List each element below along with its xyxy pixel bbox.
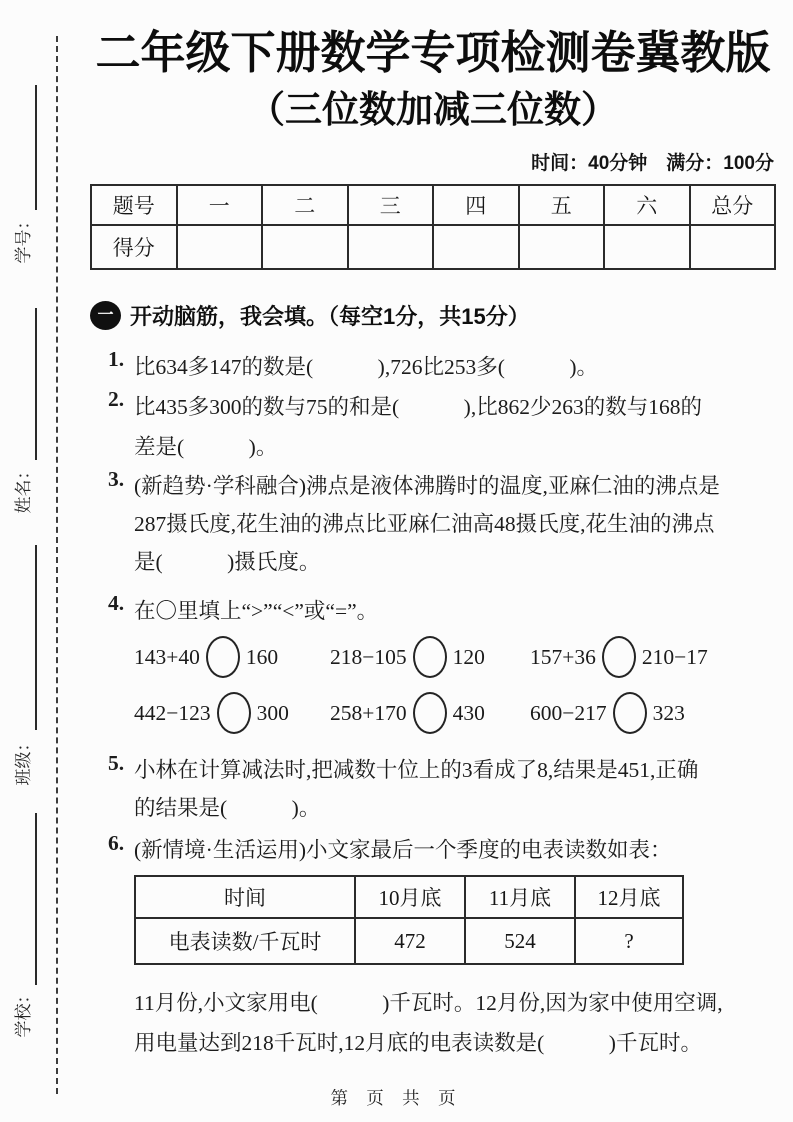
name-blank-line [35,308,37,460]
meter-header-cell: 12月底 [575,876,683,918]
question-3-text: (新趋势·学科融合)沸点是液体沸腾时的温度,亚麻仁油的沸点是 [134,474,720,498]
main-content [90,0,776,1063]
comparison-item [330,692,530,738]
score-header-cell: 总分 [690,185,776,225]
class-blank-line [35,545,37,730]
comparison-right-expression: 300 [256,700,289,725]
question-6 [90,831,776,869]
score-empty-cell [348,225,434,269]
question-1-number: 1. [108,347,125,371]
page-subtitle: （三位数加减三位数） [248,89,618,130]
question-4 [90,591,776,631]
student-id-label: 学号： [14,212,33,264]
score-header-cell: 四 [433,185,519,225]
meter-header-cell: 11月底 [465,876,575,918]
section-1-number-badge: 一 [90,301,121,330]
score-row-label: 得分 [91,225,177,269]
comparison-row-2 [90,687,776,743]
time-score-info: 时间：40分钟 满分：100分 [531,153,774,174]
comparison-answer-circle [602,636,636,678]
meter-data-cell: ? [575,918,683,964]
comparison-right-expression: 430 [452,700,485,725]
comparison-left-expression: 442−123 [134,700,211,725]
question-3-number: 3. [108,467,125,491]
name-label: 姓名： [14,462,33,514]
student-id-blank-line [35,85,37,210]
score-empty-cell [604,225,690,269]
meter-data-cell: 472 [355,918,465,964]
comparison-answer-circle [613,692,647,734]
score-header-cell: 题号 [91,185,177,225]
comparison-right-expression: 120 [452,644,485,669]
meter-reading-table [134,875,684,965]
question-6-text: 用电量达到218千瓦时,12月底的电表读数是( )千瓦时。 [134,1031,702,1055]
question-6-text: 11月份,小文家用电( )千瓦时。12月份,因为家中使用空调, [134,991,723,1015]
question-3-text: 是( )摄氏度。 [134,550,321,574]
question-6-number: 6. [108,831,125,855]
score-table-value-row [91,225,775,269]
score-header-cell: 二 [262,185,348,225]
comparison-left-expression: 258+170 [330,700,407,725]
meter-table-header-row [135,876,683,918]
question-5 [90,751,776,827]
question-2 [90,387,776,467]
score-header-cell: 一 [177,185,263,225]
meter-header-cell: 10月底 [355,876,465,918]
comparison-right-expression: 160 [245,644,279,669]
question-3 [90,467,776,581]
question-2-number: 2. [108,387,125,411]
score-empty-cell [433,225,519,269]
school-label: 学校： [14,986,33,1038]
score-empty-cell [262,225,348,269]
seal-dashed-line [56,36,58,1094]
score-header-cell: 三 [348,185,434,225]
question-6-text: (新情境·生活运用)小文家最后一个季度的电表读数如表： [134,838,672,862]
comparison-item [134,692,330,738]
question-2-text: 比435多300的数与75的和是( ),比862少263的数与168的 [134,395,702,419]
comparison-item [330,636,530,682]
meter-table-data-row [135,918,683,964]
comparison-answer-circle [206,636,240,678]
class-label: 班级： [14,734,33,786]
comparison-right-expression: 210−17 [641,644,708,669]
meter-data-cell: 524 [465,918,575,964]
section-1-header [90,300,776,331]
question-1 [90,347,776,387]
comparison-answer-circle [217,692,251,734]
question-1-text: 比634多147的数是( ),726比253多( )。 [134,355,599,379]
school-blank-line [35,813,37,985]
score-header-cell: 六 [604,185,690,225]
comparison-item [530,636,776,682]
question-5-text: 小林在计算减法时,把减数十位上的3看成了8,结果是451,正确 [134,758,699,782]
comparison-item [530,692,776,738]
question-2-text: 差是( )。 [134,435,278,459]
comparison-left-expression: 218−105 [330,644,407,669]
meter-header-cell: 时间 [135,876,355,918]
question-5-number: 5. [108,751,125,775]
comparison-left-expression: 157+36 [530,644,596,669]
score-empty-cell [690,225,776,269]
comparison-answer-circle [413,692,447,734]
score-table [90,184,776,270]
comparison-item [134,636,330,682]
comparison-answer-circle [413,636,447,678]
comparison-row-1 [90,631,776,687]
score-empty-cell [519,225,605,269]
question-5-text: 的结果是( )。 [134,796,321,820]
comparison-left-expression: 143+40 [134,644,200,669]
page-footer: 第 页 共 页 [330,1088,463,1108]
question-4-number: 4. [108,591,125,615]
question-4-text: 在〇里填上“>”“<”或“=”。 [134,599,379,623]
comparison-right-expression: 323 [652,700,685,725]
question-6-continued [90,983,776,1063]
score-header-cell: 五 [519,185,605,225]
comparison-left-expression: 600−217 [530,700,607,725]
score-empty-cell [177,225,263,269]
section-1-title: 开动脑筋，我会填。（每空1分，共15分） [130,304,530,329]
meter-data-cell: 电表读数/千瓦时 [135,918,355,964]
score-table-header-row [91,185,775,225]
page-title: 二年级下册数学专项检测卷冀教版 [95,27,771,78]
question-3-text: 287摄氏度,花生油的沸点比亚麻仁油高48摄氏度,花生油的沸点 [134,512,715,536]
